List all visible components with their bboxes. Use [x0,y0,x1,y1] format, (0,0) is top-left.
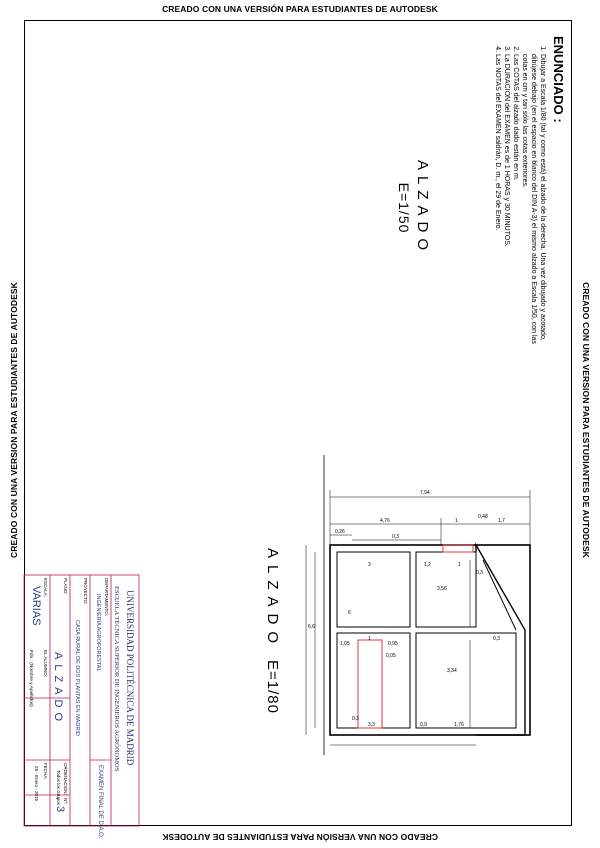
dim-1: 1 [455,518,458,524]
dim-176: 1,76 [454,722,464,728]
tb-project-label: PROYECTO: [83,578,88,605]
enunciado-item: 3. La DURACIÓN del EXAMEN es de 1 HORAS y 30 MINUTOS. [502,54,511,344]
tb-orden-label: ORDENACIÓN: [63,763,68,795]
tb-university: UNIVERSIDAD POLITÉCNICA DE MADRID [125,590,135,766]
tb-alumno-label: EL ALUMNO: [43,650,48,677]
dim-03c: 0,3 [493,636,500,642]
enunciado-title: ENUNCIADO : [551,36,566,123]
dim-12: 1,2 [424,562,431,568]
tb-plano-value: ALZADO [52,652,64,727]
watermark-bottom: CREADO CON UNA VERSIÓN PARA ESTUDIANTES DE AUTODESK [162,832,438,842]
dim-03b: 0,3 [476,570,483,576]
watermark-top: CREADO CON UNA VERSIÓN PARA ESTUDIANTES DE AUTODESK [162,4,438,14]
dim-026: 0,26 [335,529,345,535]
dim-476: 4,76 [380,518,390,524]
alzado-big-scale: E=1/80 [264,660,281,714]
dim-6: 6 [348,610,351,616]
dim-33: 3,3 [368,722,375,728]
dim-005: 0,05 [386,653,396,659]
tb-school: ESCUELA TÉCNICA SUPERIOR DE INGENIEROS AGRÓNOMOS [113,586,120,772]
dim-3: 3 [368,562,371,568]
watermark-left: CREADO CON UNA VERSION PARA ESTUDIANTES DE AUTODESK [9,282,19,558]
tb-project-value: CASA RURAL DE DOS PLANTAS EN MADRID [74,620,80,736]
alzado-big-title: ALZADO [264,548,281,651]
dim-048: 0,48 [478,514,488,520]
enunciado-item: 2. Las COTAS del alzado dado están en m. [511,54,520,344]
dim-105: 1,05 [340,641,350,647]
dim-095: 0,95 [388,641,398,647]
tb-firma: Fdo.: (Nombre y Apellidos) [28,650,33,707]
dim-total: 7,94 [420,490,430,496]
tb-plano-label: PLANO: [63,578,68,595]
dim-1b: 1 [458,562,461,568]
tb-num-value: 3 [54,806,66,813]
dim-356: 3,56 [437,586,447,592]
tb-escala-label: ESCALA: [43,578,48,598]
tb-exam: EXAMEN FINAL DE D.A.O. [97,765,103,839]
dim-09: 0,9 [420,722,427,728]
tb-fecha-value: 28 - Enero - 2015 [34,766,39,802]
tb-dept-label: DEPARTAMENTO: [104,578,109,616]
dim-03d: 0,3 [352,716,359,722]
dim-17: 1,7 [498,518,505,524]
tb-num-label: Nº: [63,798,68,805]
alzado-small-scale: E=1/50 [396,182,412,234]
dim-1c: 1 [368,636,371,642]
tb-orden-value: Todos los Grupos [56,770,61,806]
tb-escala-value: VARIAS [30,586,42,626]
alzado-small-title: ALZADO [414,160,431,257]
tb-fecha-label: FECHA: [43,763,48,780]
enunciado-item: 1. Dibujar a Escala 1/80 (tal y como está) el alzado de la derecha. Una vez dibujado y acotado, dibújese debajo (en el espacio en blanco del DIN A-3) el mismo alzado a Escala 1/50, con las cotas en cm y tan sólo las cotas exteriores. [520,54,547,344]
dim-66: 6,6 [308,624,315,630]
tb-dept-value: INGENIERÍA AGROFORESTAL [95,594,101,672]
enunciado-item: 4. Las NOTAS del EXAMEN saldrán, D. m., el 29 de Enero. [493,54,502,344]
dim-334: 3,34 [447,668,457,674]
dim-03a: 0,3 [392,534,399,540]
watermark-right: CREADO CON UNA VERSION PARA ESTUDIANTES DE AUTODESK [581,282,591,558]
